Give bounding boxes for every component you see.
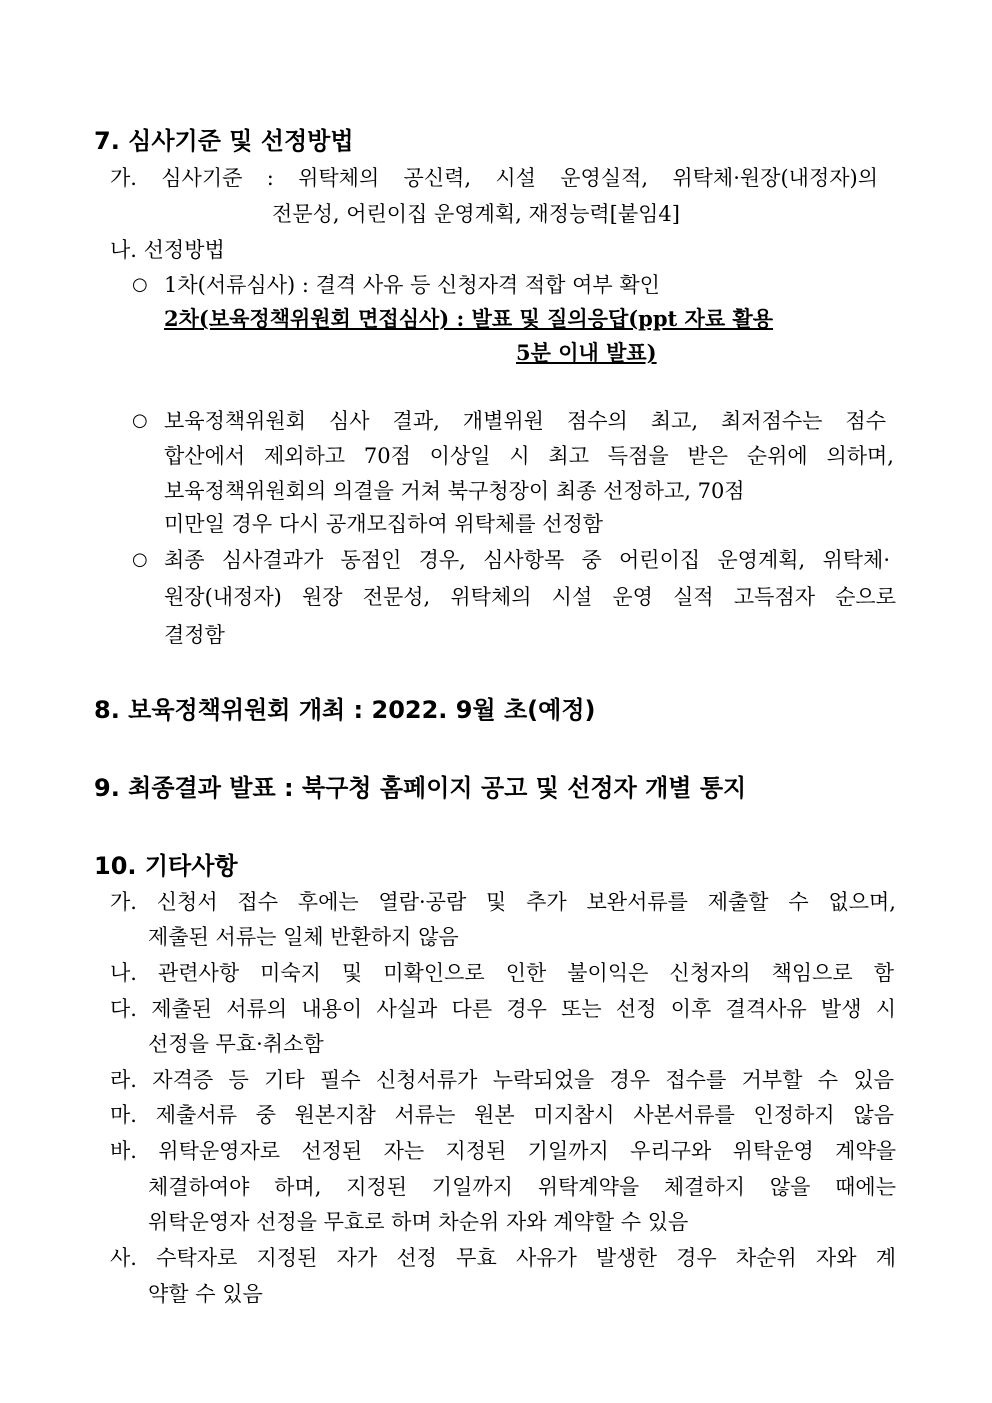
tie-rule-line-3: 결정함: [164, 623, 225, 647]
committee-review-line-1: 보육정책위원회 심사 결과, 개별위원 점수의 최고, 최저점수는 점수: [164, 409, 886, 433]
other-item-ba-line-2: 체결하여야 하며, 지정된 기일까지 위탁계약을 체결하지 않을 때에는: [148, 1175, 896, 1199]
tie-rule-line-1: 최종 심사결과가 동점인 경우, 심사항목 중 어린이집 운영계획, 위탁체·: [164, 548, 890, 572]
other-item-ba-line-3: 위탁운영자 선정을 무효로 하며 차순위 자와 계약할 수 있음: [148, 1210, 689, 1234]
stage-1-text: 1차(서류심사) : 결격 사유 등 신청자격 적합 여부 확인: [164, 273, 660, 297]
other-item-ra: 라. 자격증 등 기타 필수 신청서류가 누락되었을 경우 접수를 거부할 수 있음: [110, 1068, 894, 1092]
committee-review-line-4: 미만일 경우 다시 공개모집하여 위탁체를 선정함: [164, 512, 604, 536]
other-item-ga-line-2: 제출된 서류는 일체 반환하지 않음: [148, 925, 459, 949]
other-item-sa-line-2: 약할 수 있음: [148, 1282, 263, 1306]
section-8-heading: 8. 보육정책위원회 개최 : 2022. 9월 초(예정): [94, 696, 596, 724]
tie-rule-line-2: 원장(내정자) 원장 전문성, 위탁체의 시설 운영 실적 고득점자 순으로: [164, 585, 896, 609]
stage-2-text-cont: 5분 이내 발표): [516, 340, 657, 365]
section-7-heading: 7. 심사기준 및 선정방법: [94, 127, 354, 155]
other-item-ma: 마. 제출서류 중 원본지참 서류는 원본 미지참시 사본서류를 인정하지 않음: [110, 1103, 894, 1127]
section-9-heading: 9. 최종결과 발표 : 북구청 홈페이지 공고 및 선정자 개별 통지: [94, 774, 747, 802]
other-item-ga-line-1: 가. 신청서 접수 후에는 열람·공람 및 추가 보완서류를 제출할 수 없으며,: [110, 890, 896, 914]
committee-review-line-3: 보육정책위원회의 의결을 거쳐 북구청장이 최종 선정하고, 70점: [164, 479, 745, 503]
selection-method-label: 나. 선정방법: [110, 238, 225, 262]
other-item-ba-line-1: 바. 위탁운영자로 선정된 자는 지정된 기일까지 우리구와 위탁운영 계약을: [110, 1139, 896, 1163]
other-item-da-line-2: 선정을 무효·취소함: [148, 1032, 324, 1056]
bullet-circle-icon: ○: [132, 410, 148, 431]
bullet-circle-icon: ○: [132, 549, 148, 570]
criteria-line-1: 가. 심사기준 : 위탁체의 공신력, 시설 운영실적, 위탁체·원장(내정자)의: [110, 166, 878, 190]
other-item-sa-line-1: 사. 수탁자로 지정된 자가 선정 무효 사유가 발생한 경우 차순위 자와 계: [110, 1246, 896, 1270]
criteria-line-2: 전문성, 어린이집 운영계획, 재정능력[붙임4]: [272, 202, 680, 226]
other-item-na: 나. 관련사항 미숙지 및 미확인으로 인한 불이익은 신청자의 책임으로 함: [110, 961, 894, 985]
stage-2-text: 2차(보육정책위원회 면접심사) : 발표 및 질의응답(ppt 자료 활용: [164, 306, 773, 331]
committee-review-line-2: 합산에서 제외하고 70점 이상일 시 최고 득점을 받은 순위에 의하며,: [164, 444, 894, 468]
bullet-circle-icon: ○: [132, 274, 148, 295]
section-10-heading: 10. 기타사항: [94, 852, 238, 880]
other-item-da-line-1: 다. 제출된 서류의 내용이 사실과 다른 경우 또는 선정 이후 결격사유 발생 시: [110, 997, 896, 1021]
